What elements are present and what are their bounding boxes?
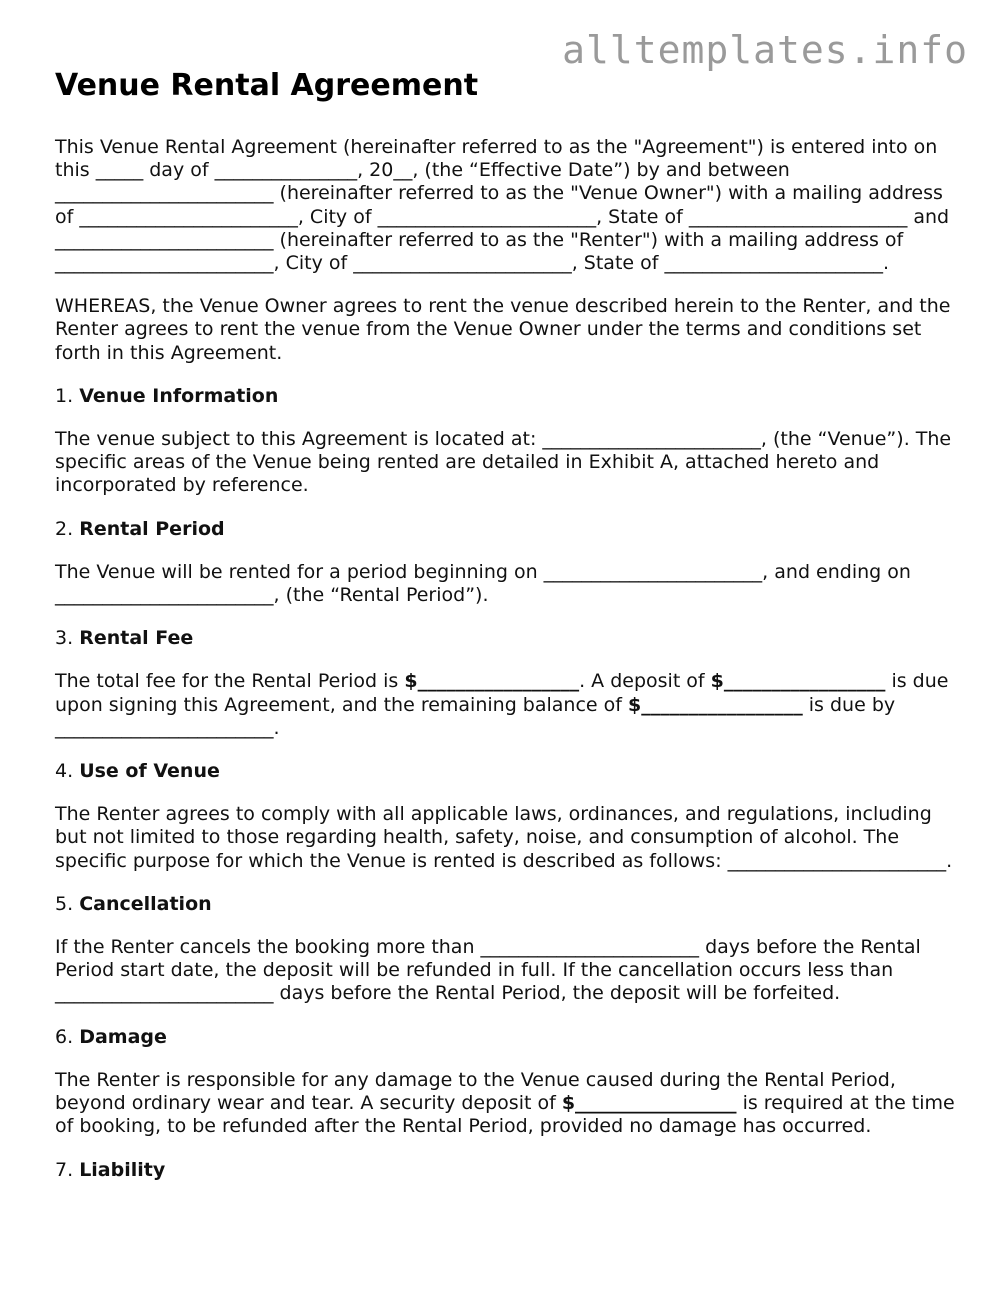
section-number: 4. xyxy=(55,760,74,783)
section-body-damage xyxy=(55,1069,955,1139)
section-body-rental-period: The Venue will be rented for a period beginning on _______________________, and ending on _______________________, (the “Rental Period”). xyxy=(55,560,911,607)
section-number: 1. xyxy=(55,384,74,407)
text-segment: The Renter is responsible for any damage to the Venue caused during the Rental Period, beyond ordinary wear and tear. A security deposit of xyxy=(55,1068,896,1115)
document-title: Venue Rental Agreement xyxy=(55,68,479,103)
section-heading-cancellation xyxy=(55,893,955,916)
section-title: Rental Fee xyxy=(79,627,194,650)
section-title: Liability xyxy=(79,1158,166,1181)
section-number: 3. xyxy=(55,627,74,650)
text-segment: The total fee for the Rental Period is xyxy=(55,670,405,693)
watermark: alltemplates.info xyxy=(562,28,968,72)
text-segment: is due by _______________________. xyxy=(55,693,896,739)
security-deposit-blank: $_________________ xyxy=(561,1092,737,1115)
section-number: 5. xyxy=(55,892,74,915)
section-heading-liability xyxy=(55,1159,955,1182)
text-segment: is due upon signing this Agreement, and the remaining balance of xyxy=(55,670,949,716)
section-title: Use of Venue xyxy=(79,760,220,783)
text-segment: . A deposit of xyxy=(579,670,711,693)
section-number: 7. xyxy=(55,1158,74,1181)
section-title: Rental Period xyxy=(79,517,225,540)
section-body-use-of-venue: The Renter agrees to comply with all applicable laws, ordinances, and regulations, including but not limited to those regarding health, safety, noise, and consumption of alcohol. The specific purpose for which the Venue is rented is described as follows: _______________________. xyxy=(55,803,953,872)
section-heading-venue-information xyxy=(55,385,955,408)
section-heading-damage xyxy=(55,1026,955,1049)
balance-blank: $_________________ xyxy=(628,693,803,716)
deposit-blank: $_________________ xyxy=(710,670,886,693)
section-heading-use-of-venue xyxy=(55,760,955,783)
section-heading-rental-period xyxy=(55,518,955,541)
section-body-venue-information: The venue subject to this Agreement is located at: _______________________, (the “Venue”). The specific areas of the Venue being rented are detailed in Exhibit A, attached hereto and incorporated by reference. xyxy=(55,428,952,497)
whereas-paragraph: WHEREAS, the Venue Owner agrees to rent the venue described herein to the Renter, and the Renter agrees to rent the venue from the Venue Owner under the terms and conditions set forth in this Agreement. xyxy=(55,295,951,364)
document-body xyxy=(55,66,955,1202)
section-title: Venue Information xyxy=(79,384,279,407)
section-body-cancellation: If the Renter cancels the booking more than _______________________ days before the Rental Period start date, the deposit will be refunded in full. If the cancellation occurs less than _______________________ days before the Rental Period, the deposit will be forfeited. xyxy=(55,936,921,1005)
section-number: 6. xyxy=(55,1025,74,1048)
section-title: Damage xyxy=(79,1025,167,1048)
section-heading-rental-fee xyxy=(55,627,955,650)
text-segment: is required at the time of booking, to be refunded after the Rental Period, provided no damage has occurred. xyxy=(55,1092,955,1138)
section-number: 2. xyxy=(55,517,74,540)
total-fee-blank: $_________________ xyxy=(404,670,580,693)
section-body-rental-fee xyxy=(55,670,955,740)
intro-paragraph: This Venue Rental Agreement (hereinafter referred to as the "Agreement") is entered into on this _____ day of _______________, 20__, (the “Effective Date”) by and between _______________________ (hereinafter referred to as the "Venue Owner") with a mailing address of _______________________, City of _______________________, State of _______________________ and _______________________ (hereinafter referred to as the "Renter") with a mailing address of _______________________, City of _______________________, State of _______________________. xyxy=(55,136,950,275)
section-title: Cancellation xyxy=(79,892,212,915)
